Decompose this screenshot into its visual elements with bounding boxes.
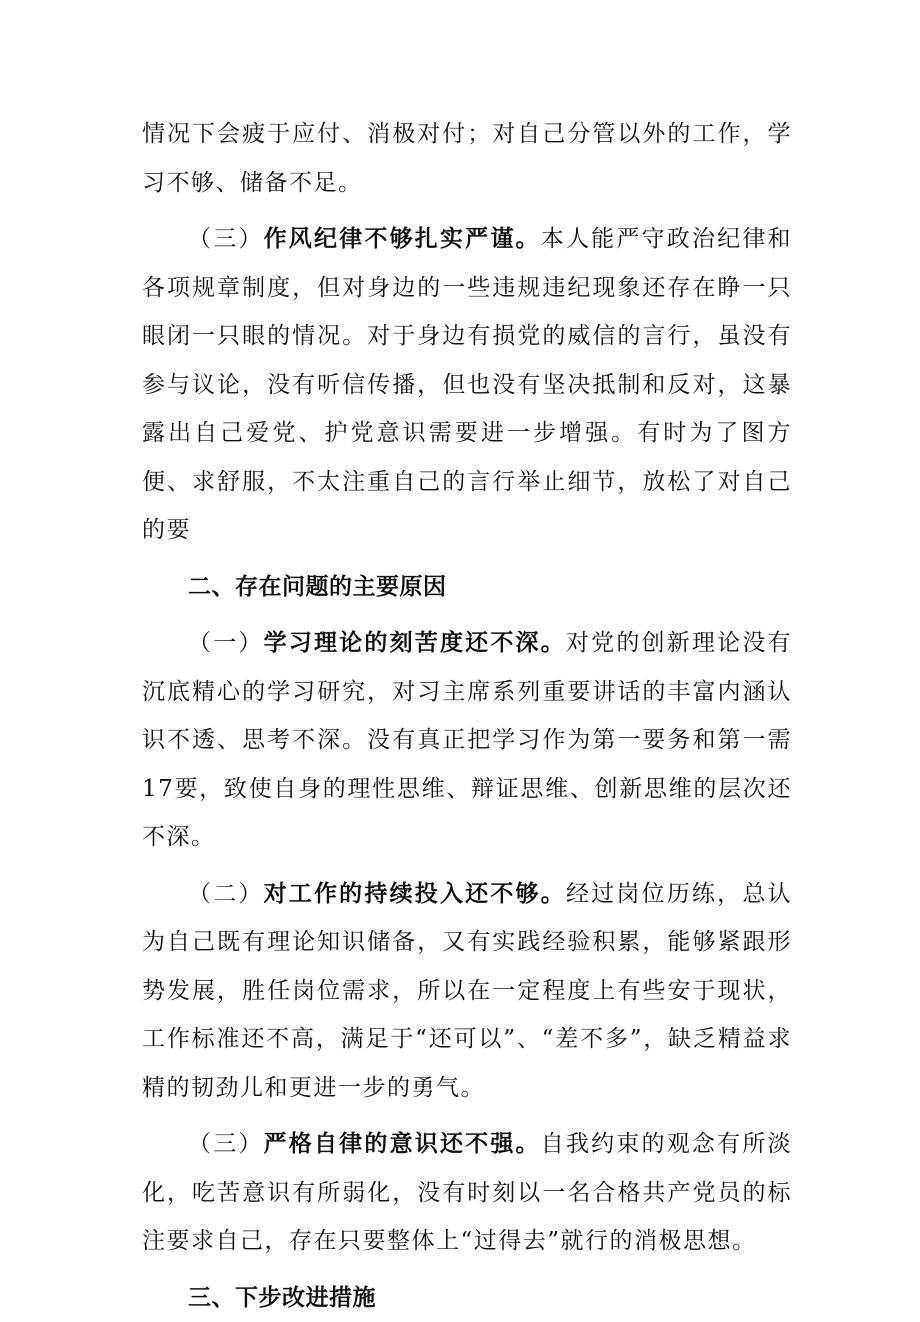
paragraph-work-commitment (142, 870, 792, 1113)
item-number: （三） (188, 1131, 264, 1157)
document-body (142, 110, 792, 1322)
item-number: （三） (188, 226, 264, 252)
paragraph-text: 本人能严守政治纪律和各项规章制度，但对身边的一些违规违纪现象还存在睁一只眼闭一只眼的情况。对于身边有损党的威信的言行，虽没有参与议论，没有听信传播，但也没有坚决抵制和反对，这暴露出自己爱党、护党意识需要进一步增强。有时为了图方便、求舒服，不太注重自己的言行举止细节，放松了对自己的要 (142, 226, 792, 543)
paragraph-theory-study (142, 619, 792, 862)
item-heading: 对工作的持续投入还不够。 (264, 881, 566, 907)
item-heading: 学习理论的刻苦度还不深。 (264, 630, 566, 656)
paragraph-text: 对党的创新理论没有沉底精心的学习研究，对习主席系列重要讲话的丰富内涵认识不透、思考不深。没有真正把学习作为第一要务和第一需17要，致使自身的理性思维、辩证思维、创新思维的层次还不深。 (142, 630, 792, 850)
section-heading-causes: 二、存在问题的主要原因 (142, 563, 792, 612)
paragraph-text: 自我约束的观念有所淡化，吃苦意识有所弱化，没有时刻以一名合格共产党员的标注要求自己，存在只要整体上“过得去”就行的消极思想。 (142, 1131, 792, 1254)
item-number: （二） (188, 881, 264, 907)
paragraph-text: 经过岗位历练，总认为自己既有理论知识储备，又有实践经验积累，能够紧跟形势发展，胜任岗位需求，所以在一定程度上有些安于现状，工作标准还不高，满足于“还可以”、“差不多”，缺乏精益求精的韧劲儿和更进一步的勇气。 (142, 881, 792, 1101)
item-heading: 严格自律的意识还不强。 (264, 1131, 541, 1157)
paragraph-style-discipline (142, 215, 792, 555)
item-number: （一） (188, 630, 264, 656)
paragraph-self-discipline (142, 1120, 792, 1266)
section-heading-measures: 三、下步改进措施 (142, 1274, 792, 1322)
paragraph-continuation (142, 110, 792, 207)
paragraph-text: 情况下会疲于应付、消极对付；对自己分管以外的工作，学习不够、储备不足。 (142, 121, 792, 196)
item-heading: 作风纪律不够扎实严谨。 (264, 226, 541, 252)
